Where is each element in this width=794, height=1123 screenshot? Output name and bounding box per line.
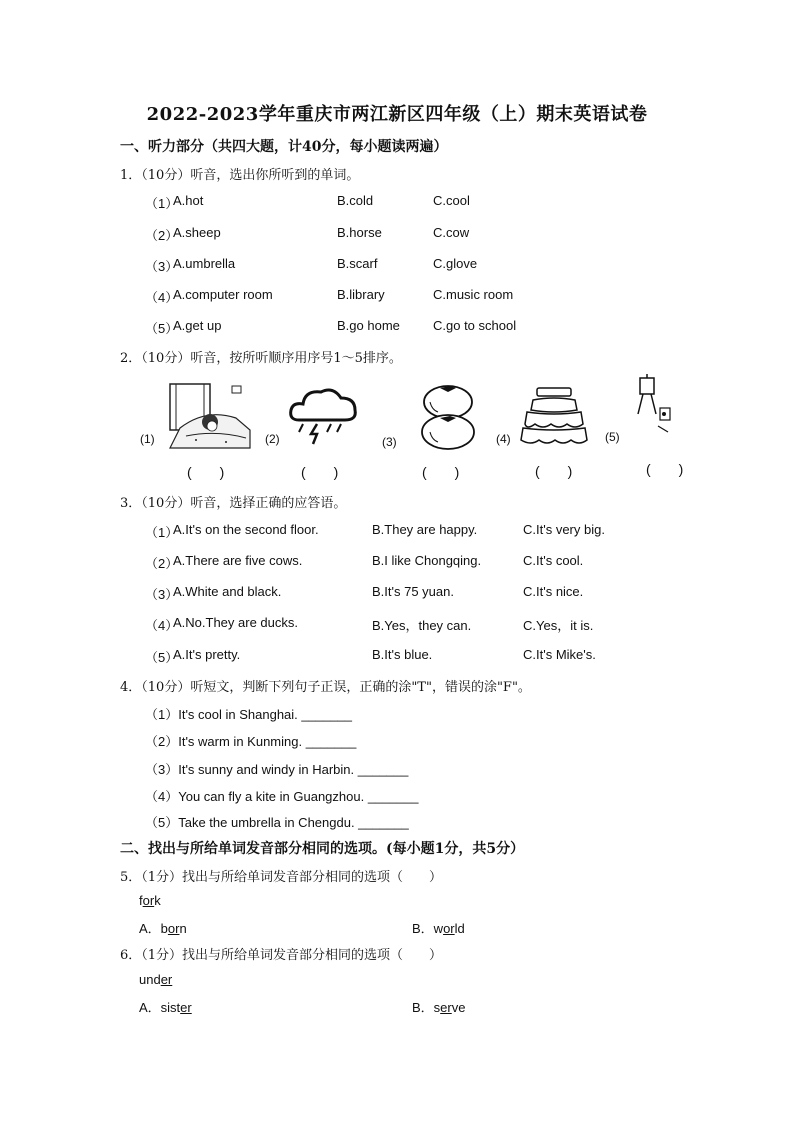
q1-row-1 bbox=[145, 193, 705, 213]
underlined-letters: or bbox=[142, 893, 155, 908]
word-part: sist bbox=[160, 1000, 181, 1015]
option-a: A.umbrella bbox=[173, 256, 236, 271]
option-b: B.scarf bbox=[337, 256, 378, 271]
option-b: B.It's blue. bbox=[372, 647, 433, 662]
option-c: C.go to school bbox=[433, 318, 517, 333]
option-b: B.horse bbox=[337, 225, 382, 240]
statement-2: （2）It's warm in Kunming. _______ bbox=[145, 734, 357, 749]
option-b: B.library bbox=[337, 287, 385, 302]
item-number: （4） bbox=[145, 290, 179, 305]
option-b[interactable] bbox=[412, 918, 465, 937]
item-number: （2） bbox=[145, 556, 179, 571]
option-b: B.go home bbox=[337, 318, 400, 333]
option-b[interactable] bbox=[412, 997, 465, 1016]
option-c: C.glove bbox=[433, 256, 478, 271]
option-c: C.It's Mike's. bbox=[523, 647, 596, 662]
option-a: A.It's pretty. bbox=[173, 647, 241, 662]
question-1-stem: 1．（10分）听音，选出你所听到的单词。 bbox=[120, 168, 360, 183]
answer-blank-1[interactable]: ( ) bbox=[187, 464, 225, 480]
word-part: k bbox=[154, 893, 161, 908]
option-c: C.It's cool. bbox=[523, 553, 584, 568]
statement-4: （4）You can fly a kite in Guangzhou. _______ bbox=[145, 789, 419, 804]
picture-number-2: (2) bbox=[265, 432, 280, 446]
option-b: B.I like Chongqing. bbox=[372, 553, 482, 568]
underlined-letters: or bbox=[167, 921, 180, 936]
q1-row-3 bbox=[145, 256, 705, 276]
word-part: n bbox=[179, 921, 187, 936]
question-5-stem: 5．（1分）找出与所给单词发音部分相同的选项（ ） bbox=[120, 870, 443, 885]
option-a: A.get up bbox=[173, 318, 222, 333]
section-pronunciation-heading: 二、找出与所给单词发音部分相同的选项。(每小题1分，共5分） bbox=[120, 841, 525, 857]
question-2-stem: 2．（10分）听音，按所听顺序用序号1～5排序。 bbox=[120, 351, 402, 366]
option-a: A.It's on the second floor. bbox=[173, 522, 319, 537]
q3-row-3 bbox=[145, 584, 705, 604]
item-number: （4） bbox=[145, 618, 179, 633]
underlined-letters: er bbox=[160, 972, 173, 987]
underlined-letters: er bbox=[180, 1000, 192, 1015]
option-a: A.computer room bbox=[173, 287, 273, 302]
word-part: f bbox=[139, 893, 143, 908]
statement-1: （1）It's cool in Shanghai. _______ bbox=[145, 707, 353, 722]
option-b: B.cold bbox=[337, 193, 374, 208]
item-number: （1） bbox=[145, 525, 179, 540]
option-label: A． bbox=[139, 1000, 161, 1015]
word-part: s bbox=[433, 1000, 441, 1015]
question-4-stem: 4．（10分）听短文，判断下列句子正误，正确的涂"T"，错误的涂"F"。 bbox=[120, 680, 531, 695]
word-part: w bbox=[433, 921, 444, 936]
q1-row-4 bbox=[145, 287, 705, 307]
option-c: C.It's nice. bbox=[523, 584, 584, 599]
question-6-stem: 6．（1分）找出与所给单词发音部分相同的选项（ ） bbox=[120, 948, 443, 963]
option-c: C.music room bbox=[433, 287, 514, 302]
skirt-icon bbox=[517, 386, 591, 452]
option-b: B.It's 75 yuan. bbox=[372, 584, 454, 599]
given-word bbox=[139, 972, 172, 987]
q3-row-5 bbox=[145, 647, 705, 667]
word-part: b bbox=[160, 921, 168, 936]
word-part: und bbox=[139, 972, 161, 987]
underlined-letters: or bbox=[443, 921, 455, 936]
tomato-icon bbox=[418, 380, 480, 452]
item-number: （3） bbox=[145, 587, 179, 602]
statement-3: （3）It's sunny and windy in Harbin. _______ bbox=[145, 762, 409, 777]
item-number: （5） bbox=[145, 321, 179, 336]
word-part: ve bbox=[451, 1000, 466, 1015]
q3-row-1 bbox=[145, 522, 705, 542]
item-number: （3） bbox=[145, 259, 179, 274]
picture-number-3: (3) bbox=[382, 435, 397, 449]
option-a: A.There are five cows. bbox=[173, 553, 303, 568]
option-c: C.Yes，it is. bbox=[523, 618, 594, 633]
option-c: C.It's very big. bbox=[523, 522, 605, 537]
option-a[interactable] bbox=[139, 918, 187, 937]
item-number: （5） bbox=[145, 650, 179, 665]
q3-row-4 bbox=[145, 615, 705, 635]
exam-title: 2022-2023学年重庆市两江新区四年级（上）期末英语试卷 bbox=[146, 104, 648, 125]
word-part: ld bbox=[454, 921, 465, 936]
answer-blank-5[interactable]: ( ) bbox=[646, 461, 684, 477]
option-label: A． bbox=[139, 921, 161, 936]
item-number: （1） bbox=[145, 196, 179, 211]
picture-girl-in-bed bbox=[166, 378, 256, 452]
answer-blank-3[interactable]: ( ) bbox=[422, 464, 460, 480]
q1-row-5 bbox=[145, 318, 705, 338]
q1-row-2 bbox=[145, 225, 705, 245]
option-a: A.sheep bbox=[173, 225, 221, 240]
picture-number-1: (1) bbox=[140, 432, 155, 446]
statement-5: （5）Take the umbrella in Chengdu. _______ bbox=[145, 815, 409, 830]
option-a: A.hot bbox=[173, 193, 204, 208]
easel-icon bbox=[634, 372, 676, 434]
option-label: B． bbox=[412, 1000, 434, 1015]
option-label: B． bbox=[412, 921, 434, 936]
option-b: B.Yes，they can. bbox=[372, 618, 472, 633]
option-a: A.No.They are ducks. bbox=[173, 615, 298, 630]
underlined-letters: er bbox=[440, 1000, 452, 1015]
question-3-stem: 3．（10分）听音，选择正确的应答语。 bbox=[120, 496, 347, 511]
option-c: C.cool bbox=[433, 193, 470, 208]
option-a[interactable] bbox=[139, 997, 192, 1016]
item-number: （2） bbox=[145, 228, 179, 243]
answer-blank-2[interactable]: ( ) bbox=[301, 464, 339, 480]
option-a: A.White and black. bbox=[173, 584, 282, 599]
q3-row-2 bbox=[145, 553, 705, 573]
option-b: B.They are happy. bbox=[372, 522, 478, 537]
option-c: C.cow bbox=[433, 225, 470, 240]
section-listening-heading: 一、听力部分（共四大题，计40分，每小题读两遍） bbox=[120, 139, 448, 155]
answer-blank-4[interactable]: ( ) bbox=[535, 463, 573, 479]
picture-number-5: (5) bbox=[605, 430, 620, 444]
picture-number-4: (4) bbox=[496, 432, 511, 446]
storm-cloud-icon bbox=[287, 384, 361, 446]
given-word bbox=[139, 893, 161, 908]
